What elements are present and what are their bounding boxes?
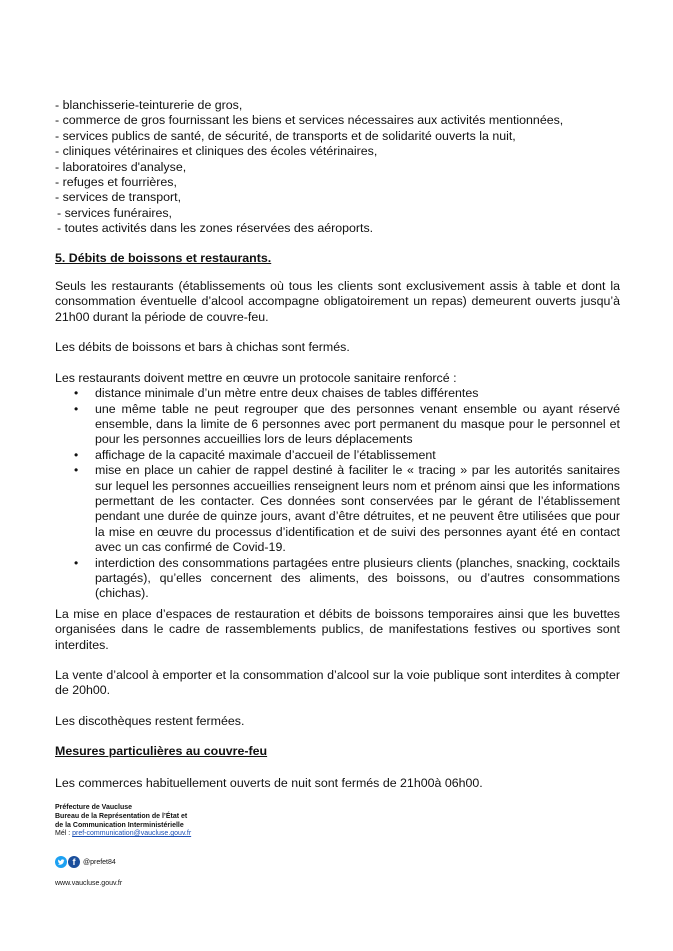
footer-mail bbox=[55, 830, 191, 839]
list-item: - toutes activités dans les zones réservées des aéroports. bbox=[57, 221, 374, 236]
bullet-item: • affichage de la capacité maximale d’accueil de l’établissement bbox=[95, 448, 620, 463]
bullet-item: • distance minimale d’un mètre entre deux chaises de tables différentes bbox=[95, 386, 620, 401]
bullet-item: • interdiction des consommations partagées entre plusieurs clients (planches, snacking, cocktails partagés), qu’elles concernent des aliments, des boissons, ou d’autres consommations (chichas). bbox=[95, 556, 620, 602]
activities-list bbox=[55, 98, 620, 237]
facebook-icon[interactable]: f bbox=[68, 856, 80, 868]
email-link[interactable]: pref-communication@vaucluse.gouv.fr bbox=[72, 830, 192, 838]
social-handle[interactable]: @prefet84 bbox=[83, 858, 116, 866]
footer-line: Préfecture de Vaucluse bbox=[55, 804, 133, 811]
footer-line: Bureau de la Représentation de l’État et bbox=[55, 812, 188, 820]
list-item: - services de transport, bbox=[55, 190, 182, 205]
paragraph: Seuls les restaurants (établissements où tous les clients sont exclusivement assis à table et dont la consommation éventuelle d’alcool accompagne obligatoirement un repas) demeurent ouverts jusqu’à 21h00 durant la période de couvre-feu. bbox=[55, 279, 620, 324]
social-links bbox=[55, 856, 116, 868]
protocol-list bbox=[55, 386, 620, 602]
paragraph: La vente d’alcool à emporter et la consommation d’alcool sur la voie publique sont interdites à compter de 20h00. bbox=[55, 668, 620, 698]
footer-line: de la Communication Interministérielle bbox=[55, 821, 184, 829]
section-heading: Mesures particulières au couvre-feu bbox=[55, 744, 268, 759]
list-item: - commerce de gros fournissant les biens et services nécessaires aux activités mentionnées, bbox=[55, 113, 564, 128]
paragraph: Les restaurants doivent mettre en œuvre un protocole sanitaire renforcé : bbox=[55, 370, 457, 385]
paragraph: Les commerces habituellement ouverts de nuit sont fermés de 21h00à 06h00. bbox=[55, 775, 483, 790]
mail-label: Mél : bbox=[55, 830, 73, 838]
paragraph: La mise en place d’espaces de restauration et débits de boissons temporaires ainsi que les buvettes organisées dans le cadre de rassemblements publics, de manifestations festives ou sportives sont interdites. bbox=[55, 606, 620, 652]
list-item: - services publics de santé, de sécurité, de transports et de solidarité ouverts la nuit, bbox=[55, 128, 516, 143]
list-item: - refuges et fourrières, bbox=[55, 175, 177, 190]
paragraph: Les débits de boissons et bars à chichas sont fermés. bbox=[55, 340, 350, 355]
bullet-item: • une même table ne peut regrouper que des personnes venant ensemble ou ayant réservé ensemble, dans la limite de 6 personnes avec port permanent du masque pour le personnel et pour les personnes accueillies lors de leurs déplacements bbox=[95, 402, 620, 448]
paragraph: Les discothèques restent fermées. bbox=[55, 713, 245, 728]
list-item: - blanchisserie-teinturerie de gros, bbox=[55, 98, 243, 112]
footer-contact bbox=[55, 804, 191, 839]
website-link[interactable]: www.vaucluse.gouv.fr bbox=[55, 880, 123, 887]
list-item: - services funéraires, bbox=[57, 205, 172, 220]
list-item: - laboratoires d'analyse, bbox=[55, 159, 187, 174]
list-item: - cliniques vétérinaires et cliniques des écoles vétérinaires, bbox=[55, 144, 378, 159]
document-body bbox=[55, 98, 620, 806]
bullet-item: • mise en place un cahier de rappel destiné à faciliter le « tracing » par les autorités sanitaires sur lequel les personnes accueillies renseignent leurs nom et prénom ainsi que les informations permettant de les contacter. Ces données sont conservées par le gérant de l’établissement pendant une durée de quinze jours, avant d’être détruites, et ne peuvent être utilisées que pour la mise en œuvre du processus d’identification et de suivi des personnes ayant été en contact avec un cas confirmé de Covid-19. bbox=[95, 463, 620, 555]
twitter-icon[interactable] bbox=[55, 856, 67, 868]
section-heading: 5. Débits de boissons et restaurants. bbox=[55, 250, 272, 265]
